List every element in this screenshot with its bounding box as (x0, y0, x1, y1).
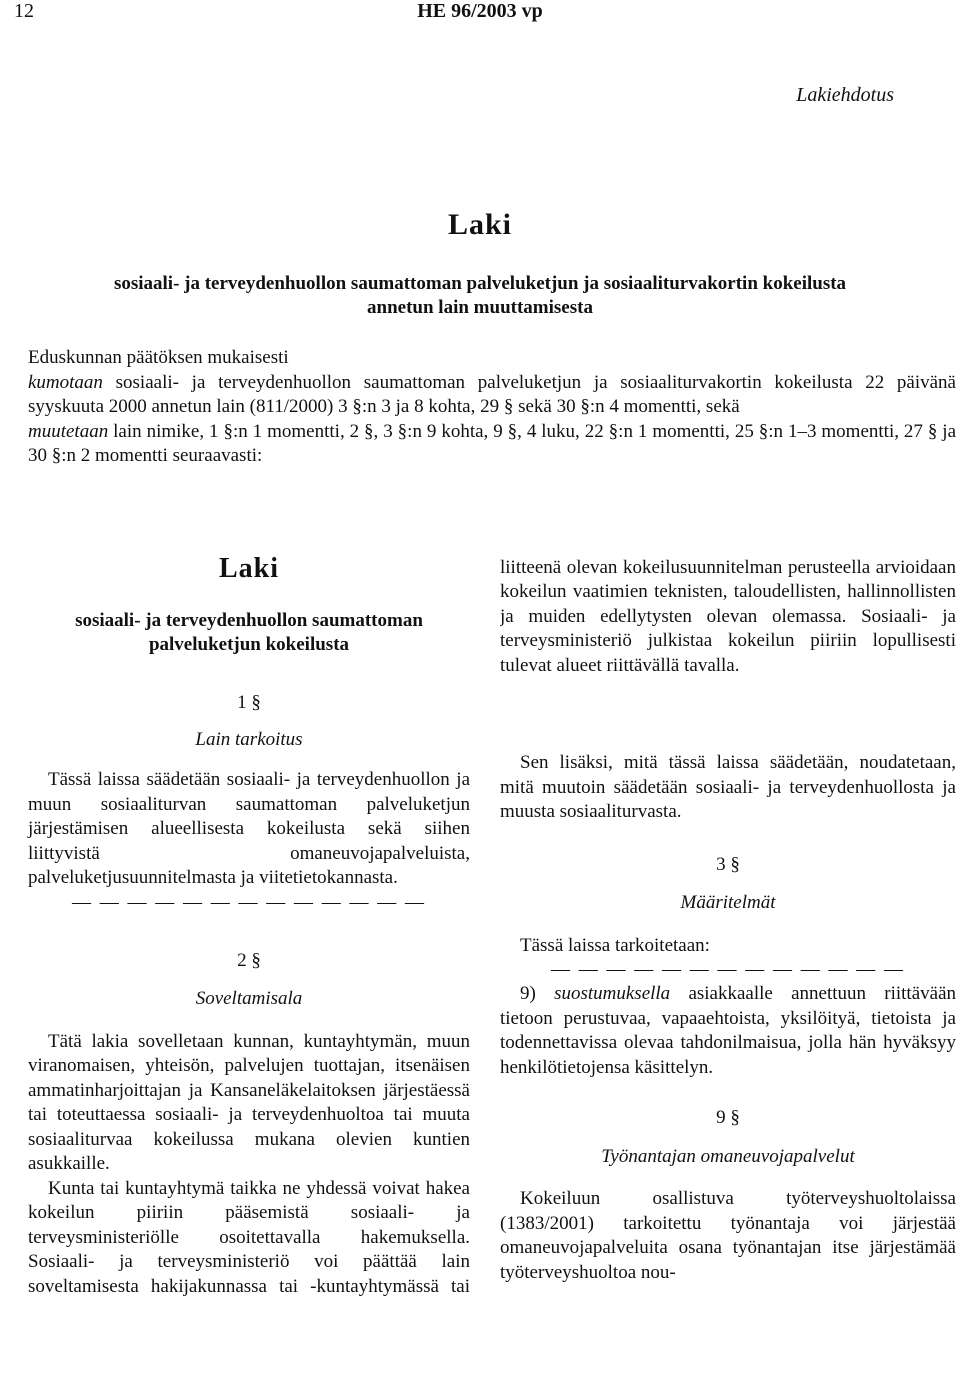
section-2-para2-continued (500, 555, 956, 751)
repeal-clause (28, 371, 956, 420)
item-prefix: 9) (520, 983, 555, 1004)
omission-marker-2: — — — — — — — — — — — — — (551, 959, 905, 980)
section-9-number: 9 § (716, 1107, 740, 1128)
amended-subtitle-line1: sosiaali- ja terveydenhuollon saumattoman (75, 610, 423, 631)
law-subtitle-line2: annetun lain muuttamisesta (367, 297, 593, 318)
enactment-clause (28, 346, 956, 469)
amended-subtitle-line2: palveluketjun kokeilusta (148, 634, 350, 655)
amended-law-subtitle (28, 609, 470, 657)
page-number: 12 (14, 0, 34, 22)
section-1-number: 1 § (237, 692, 261, 713)
repeal-keyword: kumotaan (28, 371, 103, 393)
left-column (28, 555, 470, 1299)
section-1-title: Lain tarkoitus (195, 728, 303, 750)
section-9-title: Työnantajan omaneuvojapalvelut (601, 1145, 855, 1167)
document-id: HE 96/2003 vp (417, 0, 543, 22)
section-2-para2-flow: liitteenä olevan kokeilusuunnitelman perusteella arvioidaan kokeilun vaatimien teknisten, taloudellisten, hallinnollisten ja muiden edellytysten olevan olemassa. Sosiaali- ja terveysministeriö julkistaa kokeilun piiriin lopullisesti tulevat alueet riittävällä tavalla. (500, 556, 956, 676)
omission-marker-1: — — — — — — — — — — — — — (72, 891, 426, 913)
amended-law-title: Laki (218, 553, 280, 584)
item-text: asiakkaalle annettuun riittävään tietoon perustuvaa, vapaaehtoista, yksilöityä, tietoista ja todennettavissa olevaa tahdonilmaisua, jolla hän hyväksyy henkilötietojensa käsittelyn. (500, 983, 956, 1078)
section-2-para3: Sen lisäksi, mitä tässä laissa säädetään, noudatetaan, mitä muutoin säädetään sosiaali- ja terveydenhuollosta ja muusta sosiaaliturvasta. (500, 752, 956, 822)
section-2-number: 2 § (237, 949, 261, 971)
law-subtitle (0, 272, 960, 320)
enactment-line: Eduskunnan päätöksen mukaisesti (28, 347, 289, 368)
law-title: Laki (447, 208, 513, 241)
amend-clause (28, 420, 956, 469)
law-subtitle-line1: sosiaali- ja terveydenhuollon saumattoman palveluketjun ja sosiaaliturvakortin kokeilusta (113, 273, 847, 294)
section-3-title: Määritelmät (680, 892, 776, 913)
section-2-para1: Tätä lakia sovelletaan kunnan, kuntayhtymän, muun viranomaisen, yhteisön, palvelujen tuottajan, itsenäisen ammatinharjoittajan ja Kansaneläkelaitoksen järjestäessä tai toteuttaessa sosiaali- ja terveydenhuoltoa tai muuta sosiaaliturvaa kokeilussa mukana olevien kuntien asukkaille. (28, 1030, 470, 1174)
repeal-text: sosiaali- ja terveydenhuollon saumattoman palveluketjun ja sosiaaliturvakortin kokeilusta 22 päivänä syyskuuta 2000 annetun lain (811/2000) 3 §:n 3 ja 8 kohta, 29 § sekä 30 §:n 4 momentti, sekä (28, 371, 956, 417)
amend-text: lain nimike, 1 §:n 1 momentti, 2 §, 3 §:n 9 kohta, 9 §, 4 luku, 22 §:n 1 momentti, 25 §:n 1–3 momentti, 27 § ja 30 §:n 2 momentti seuraavasti: (28, 420, 956, 466)
section-3-intro: Tässä laissa tarkoitetaan: (520, 934, 710, 956)
item-term: suostumuksella (554, 983, 671, 1004)
section-3-number: 3 § (716, 853, 740, 875)
section-label: Lakiehdotus (796, 84, 894, 106)
amend-keyword: muutetaan (28, 420, 109, 442)
section-9-text: Kokeiluun osallistuva työterveyshuoltolaissa (1383/2001) tarkoitettu työnantaja voi järjestää omaneuvojapalveluita osana työnantajan itse järjestämää työterveyshuoltoa nou- (500, 1188, 956, 1283)
section-1-text: Tässä laissa säädetään sosiaali- ja terveydenhuollon ja muun sosiaaliturvan saumattoman palveluketjun järjestämisen alueellisesta kokeilusta sekä siihen liittyvistä omaneuvojapalveluista, palveluketjusuunnitelmasta ja viitetietokannasta. (28, 769, 470, 888)
right-column (500, 555, 956, 1285)
section-2-title: Soveltamisala (195, 988, 303, 1009)
section-3-item-9 (500, 982, 956, 1080)
section-2-para2: Kunta tai kuntayhtymä taikka ne yhdessä voivat hakea kokeilun piiriin pääsemistä sosiaali- ja terveysministeriölle osoitettavalla hakemuksella. Sosiaali- ja terveysministeriö voi päättää lain soveltamisesta hakijakunnassa tai -kuntayhtymässä tai (28, 1177, 470, 1297)
